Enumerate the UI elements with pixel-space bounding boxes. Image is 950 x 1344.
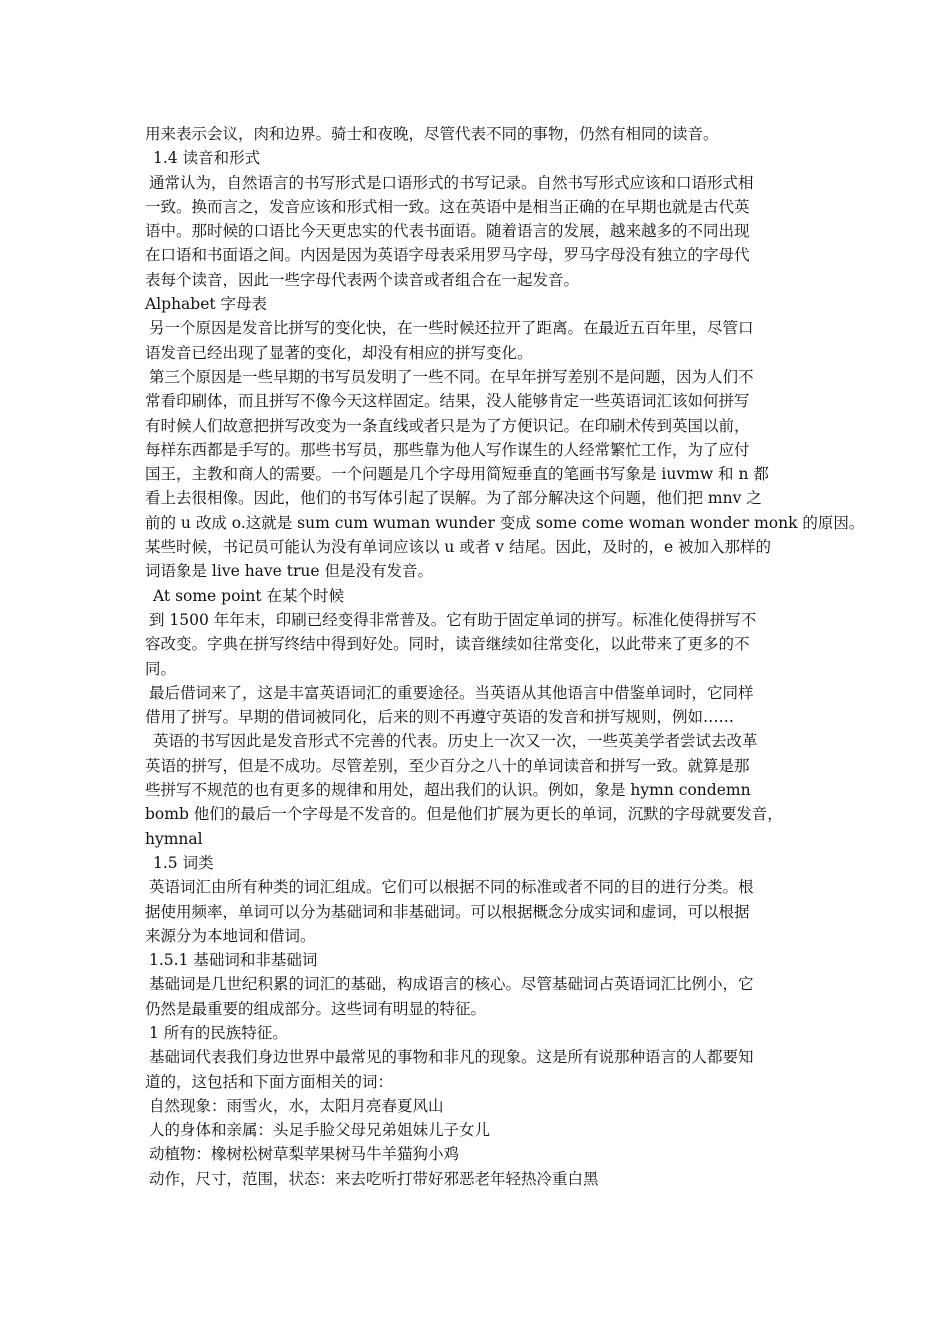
text-line: 1 所有的民族特征。 — [149, 1023, 288, 1042]
text-line: 有时候人们故意把拼写改变为一条直线或者只是为了方便识记。在印刷术传到英国以前， — [145, 416, 750, 435]
text-line: 语发音已经出现了显著的变化，却没有相应的拼写变化。 — [145, 343, 533, 362]
text-line: 些拼写不规范的也有更多的规律和用处，超出我们的认识。例如，象是 hymn condemn — [145, 781, 751, 800]
text-line: 同。 — [145, 659, 177, 678]
text-line: 词语象是 live have true 但是没有发音。 — [145, 562, 433, 581]
text-line: 用来表示会议，肉和边界。骑士和夜晚，尽管代表不同的事物，仍然有相同的读音。 — [145, 125, 719, 143]
text-line: 第三个原因是一些早期的书写员发明了一些不同。在早年拼写差别不是问题，因为人们不 — [149, 367, 754, 386]
text-line: 每样东西都是手写的。那些书写员，那些靠为他人写作谋生的人经常繁忙工作，为了应付 — [145, 440, 750, 459]
text-line: 动植物：橡树松树草梨苹果树马牛羊猫狗小鸡 — [149, 1145, 460, 1164]
text-line: 来源分为本地词和借词。 — [145, 926, 316, 945]
text-line: 常看印刷体，而且拼写不像今天这样固定。结果，没人能够肯定一些英语词汇该如何拼写 — [145, 392, 750, 411]
text-line: 英语词汇由所有种类的词汇组成。它们可以根据不同的标准或者不同的目的进行分类。根 — [149, 878, 754, 897]
text-line: 另一个原因是发音比拼写的变化快，在一些时候还拉开了距离。在最近五百年里，尽管口 — [149, 319, 754, 338]
text-line: 英语的拼写，但是不成功。尽管差别，至少百分之八十的单词读音和拼写一致。就算是那 — [145, 756, 750, 775]
text-line: 某些时候，书记员可能认为没有单词应该以 u 或者 v 结尾。因此，及时的，e 被加入那样的 — [145, 538, 772, 557]
text-line: 据使用频率，单词可以分为基础词和非基础词。可以根据概念分成实词和虚词，可以根据 — [145, 902, 750, 921]
text-line: 借用了拼写。早期的借词被同化，后来的则不再遵守英语的发音和拼写规则，例如…… — [145, 708, 735, 727]
text-line: 国王，主教和商人的需要。一个问题是几个字母用简短垂直的笔画书写象是 iuvmw 和 n 都 — [145, 465, 769, 484]
text-line: 仍然是最重要的组成部分。这些词有明显的特征。 — [145, 999, 487, 1018]
text-line: 1.5.1 基础词和非基础词 — [149, 951, 318, 970]
text-line: 1.5 词类 — [153, 853, 214, 872]
text-line: Alphabet 字母表 — [145, 295, 268, 314]
text-line: 前的 u 改成 o.这就是 sum cum wuman wunder 变成 some come woman wonder monk 的原因。 — [145, 513, 865, 532]
text-line: 1.4 读音和形式 — [153, 149, 261, 168]
text-line: 看上去很相像。因此，他们的书写体引起了误解。为了部分解决这个问题，他们把 mnv 之 — [145, 489, 762, 508]
text-line: 最后借词来了，这是丰富英语词汇的重要途径。当英语从其他语言中借鉴单词时，它同样 — [149, 683, 754, 702]
document-body — [145, 122, 865, 1191]
text-line: 在口语和书面语之间。内因是因为英语字母表采用罗马字母，罗马字母没有独立的字母代 — [145, 246, 750, 265]
text-line: At some point 在某个时候 — [153, 586, 345, 605]
text-line: 语中。那时候的口语比今天更忠实的代表书面语。随着语言的发展，越来越多的不同出现 — [145, 222, 750, 241]
text-line: 一致。换而言之，发音应该和形式相一致。这在英语中是相当正确的在早期也就是古代英 — [145, 197, 750, 216]
text-line: 通常认为，自然语言的书写形式是口语形式的书写记录。自然书写形式应该和口语形式相 — [149, 173, 754, 192]
text-line: 基础词是几世纪积累的词汇的基础，构成语言的核心。尽管基础词占英语词汇比例小，它 — [149, 975, 754, 994]
text-line: 英语的书写因此是发音形式不完善的代表。历史上一次又一次，一些英美学者尝试去改革 — [153, 732, 758, 751]
text-line: 人的身体和亲属：头足手脸父母兄弟姐妹儿子女儿 — [149, 1121, 491, 1140]
text-line: 自然现象：雨雪火，水，太阳月亮春夏风山 — [149, 1096, 444, 1115]
text-line: 基础词代表我们身边世界中最常见的事物和非凡的现象。这是所有说那种语言的人都要知 — [149, 1048, 754, 1067]
text-line: 动作，尺寸，范围，状态：来去吃听打带好邪恶老年轻热冷重白黑 — [149, 1169, 599, 1188]
text-line: hymnal — [145, 829, 203, 848]
text-line: 到 1500 年年末，印刷已经变得非常普及。它有助于固定单词的拼写。标准化使得拼写不 — [149, 610, 757, 629]
text-line: bomb 他们的最后一个字母是不发音的。但是他们扩展为更长的单词，沉默的字母就要发音， — [145, 805, 783, 824]
text-line: 容改变。字典在拼写终结中得到好处。同时，读音继续如往常变化，以此带来了更多的不 — [145, 635, 750, 654]
text-line: 表每个读音，因此一些字母代表两个读音或者组合在一起发音。 — [145, 270, 580, 289]
text-line: 道的，这包括和下面方面相关的词： — [145, 1072, 394, 1091]
